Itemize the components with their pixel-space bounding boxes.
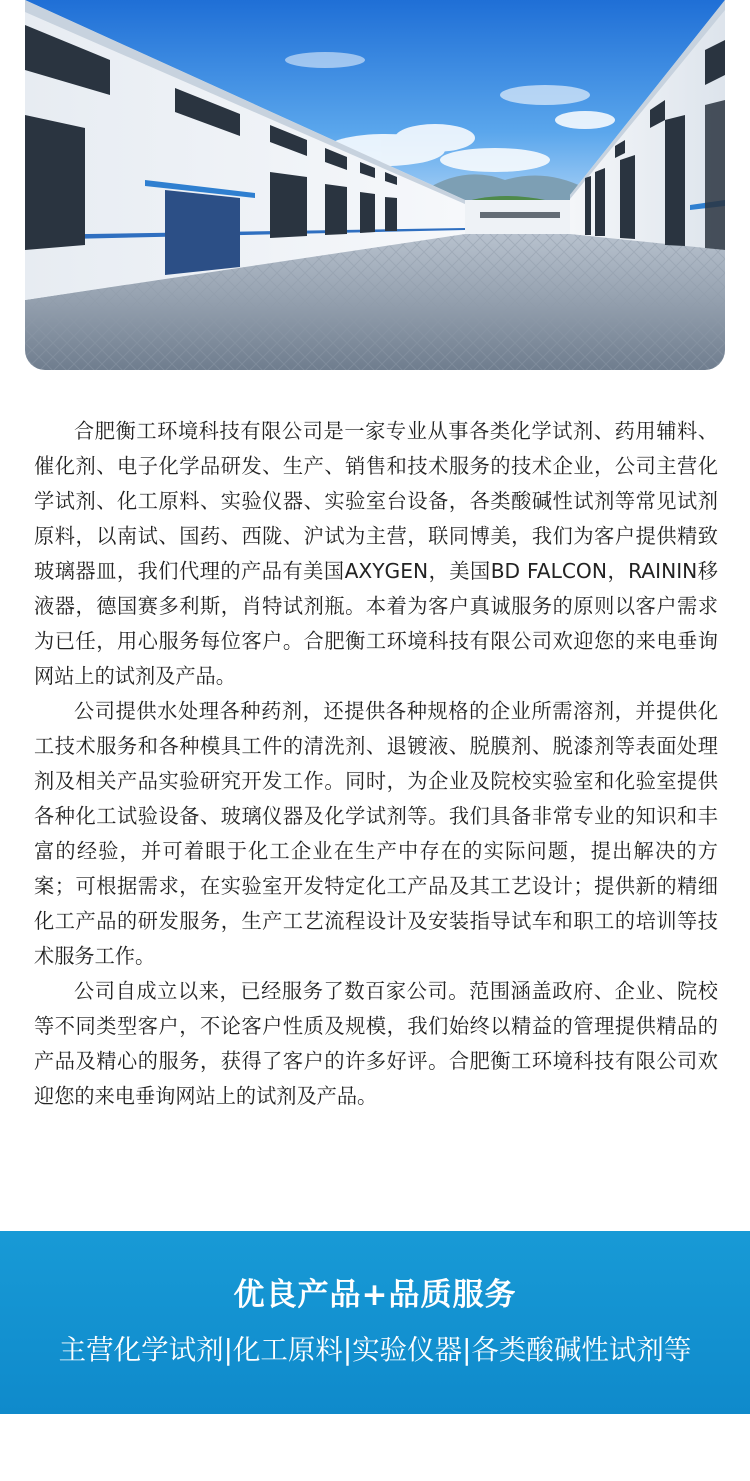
service-banner <box>0 1231 750 1414</box>
intro-paragraph: 合肥衡工环境科技有限公司是一家专业从事各类化学试剂、药用辅料、催化剂、电子化学品研发、生产、销售和技术服务的技术企业，公司主营化学试剂、化工原料、实验仪器、实验室台设备，各类酸碱性试剂等常见试剂原料，以南试、国药、西陇、沪试为主营，联同博美，我们为客户提供精致玻璃器皿，我们代理的产品有美国AXYGEN，美国BD FALCON，RAININ移液器，德国赛多利斯，肖特试剂瓶。本着为客户真诚服务的原则以客户需求为已任，用心服务每位客户。合肥衡工环境科技有限公司欢迎您的来电垂询网站上的试剂及产品。 <box>34 419 718 688</box>
company-intro <box>34 414 718 1114</box>
banner-subtitle: 主营化学试剂|化工原料|实验仪器|各类酸碱性试剂等 <box>58 1334 692 1366</box>
banner-title: 优良产品+品质服务 <box>233 1277 517 1313</box>
intro-paragraph: 公司提供水处理各种药剂，还提供各种规格的企业所需溶剂，并提供化工技术服务和各种模具工件的清洗剂、退镀液、脱膜剂、脱漆剂等表面处理剂及相关产品实验研究开发工作。同时，为企业及院校实验室和化验室提供各种化工试验设备、玻璃仪器及化学试剂等。我们具备非常专业的知识和丰富的经验，并可着眼于化工企业在生产中存在的实际问题，提出解决的方案；可根据需求，在实验室开发特定化工产品及其工艺设计；提供新的精细化工产品的研发服务，生产工艺流程设计及安装指导试车和职工的培训等技术服务工作。 <box>34 699 718 968</box>
intro-paragraph: 公司自成立以来，已经服务了数百家公司。范围涵盖政府、企业、院校等不同类型客户，不论客户性质及规模，我们始终以精益的管理提供精品的产品及精心的服务，获得了客户的许多好评。合肥衡工环境科技有限公司欢迎您的来电垂询网站上的试剂及产品。 <box>34 979 718 1108</box>
factory-hero-image <box>25 0 725 370</box>
